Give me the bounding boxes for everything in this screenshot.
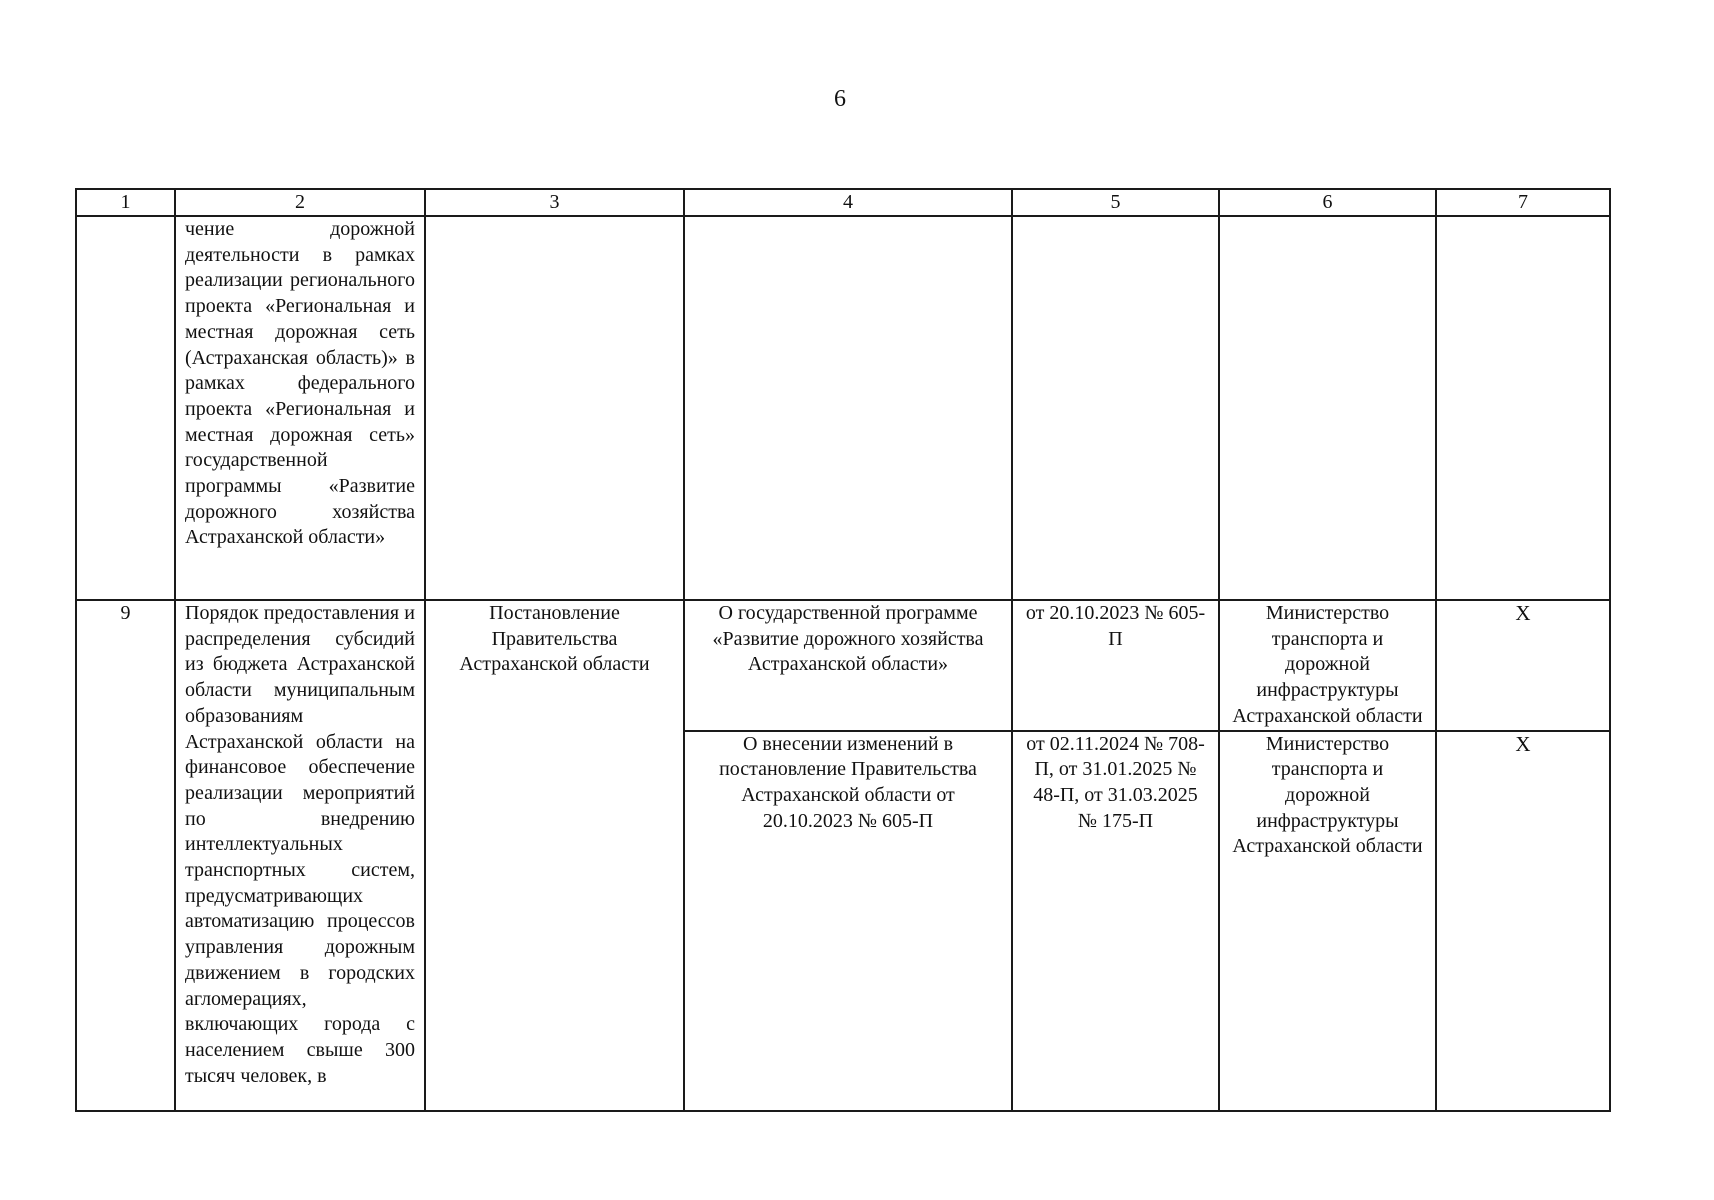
table-row-9-part-1 <box>76 600 1610 731</box>
header-col-1: 1 <box>76 189 175 216</box>
cell-act-date: от 20.10.2023 № 605-П <box>1012 600 1219 731</box>
header-col-2: 2 <box>175 189 425 216</box>
cell-number <box>76 216 175 600</box>
cell-act-title <box>684 216 1012 600</box>
cell-act-date <box>1012 216 1219 600</box>
header-col-5: 5 <box>1012 189 1219 216</box>
table-row-continuation <box>76 216 1610 600</box>
header-col-6: 6 <box>1219 189 1436 216</box>
header-col-3: 3 <box>425 189 684 216</box>
header-row <box>76 189 1610 216</box>
cell-act-title: О государственной программе «Развитие дорожного хозяйства Астраханской области» <box>684 600 1012 731</box>
document-table <box>75 188 1611 1112</box>
cell-act-name: чение дорожной деятельности в рамках реализации регионального проекта «Региональная и местная дорожная сеть (Астраханская область)» в рамках федерального проекта «Региональная и местная дорожная сеть» государственной программы «Развитие дорожного хозяйства Астраханской области» <box>175 216 425 600</box>
cell-responsible: Министерство транспорта и дорожной инфраструктуры Астраханской области <box>1219 731 1436 1111</box>
cell-responsible <box>1219 216 1436 600</box>
cell-mark: X <box>1436 731 1610 1111</box>
header-col-4: 4 <box>684 189 1012 216</box>
cell-mark <box>1436 216 1610 600</box>
cell-mark: X <box>1436 600 1610 731</box>
cell-act-type: Постановление Правительства Астраханской области <box>425 600 684 1111</box>
page-number: 6 <box>834 86 846 112</box>
cell-number: 9 <box>76 600 175 1111</box>
cell-act-name: Порядок предоставления и распределения субсидий из бюджета Астраханской области муниципальным образованиям Астраханской области на финансовое обеспечение реализации мероприятий по внедрению интеллектуальных транспортных систем, предусматривающих автоматизацию процессов управления дорожным движением в городских агломерациях, включающих города с населением свыше 300 тысяч человек, в <box>175 600 425 1111</box>
cell-act-date: от 02.11.2024 № 708-П, от 31.01.2025 № 48-П, от 31.03.2025 № 175-П <box>1012 731 1219 1111</box>
cell-act-title: О внесении изменений в постановление Правительства Астраханской области от 20.10.2023 № 605-П <box>684 731 1012 1111</box>
cell-act-type <box>425 216 684 600</box>
header-col-7: 7 <box>1436 189 1610 216</box>
cell-responsible: Министерство транспорта и дорожной инфраструктуры Астраханской области <box>1219 600 1436 731</box>
